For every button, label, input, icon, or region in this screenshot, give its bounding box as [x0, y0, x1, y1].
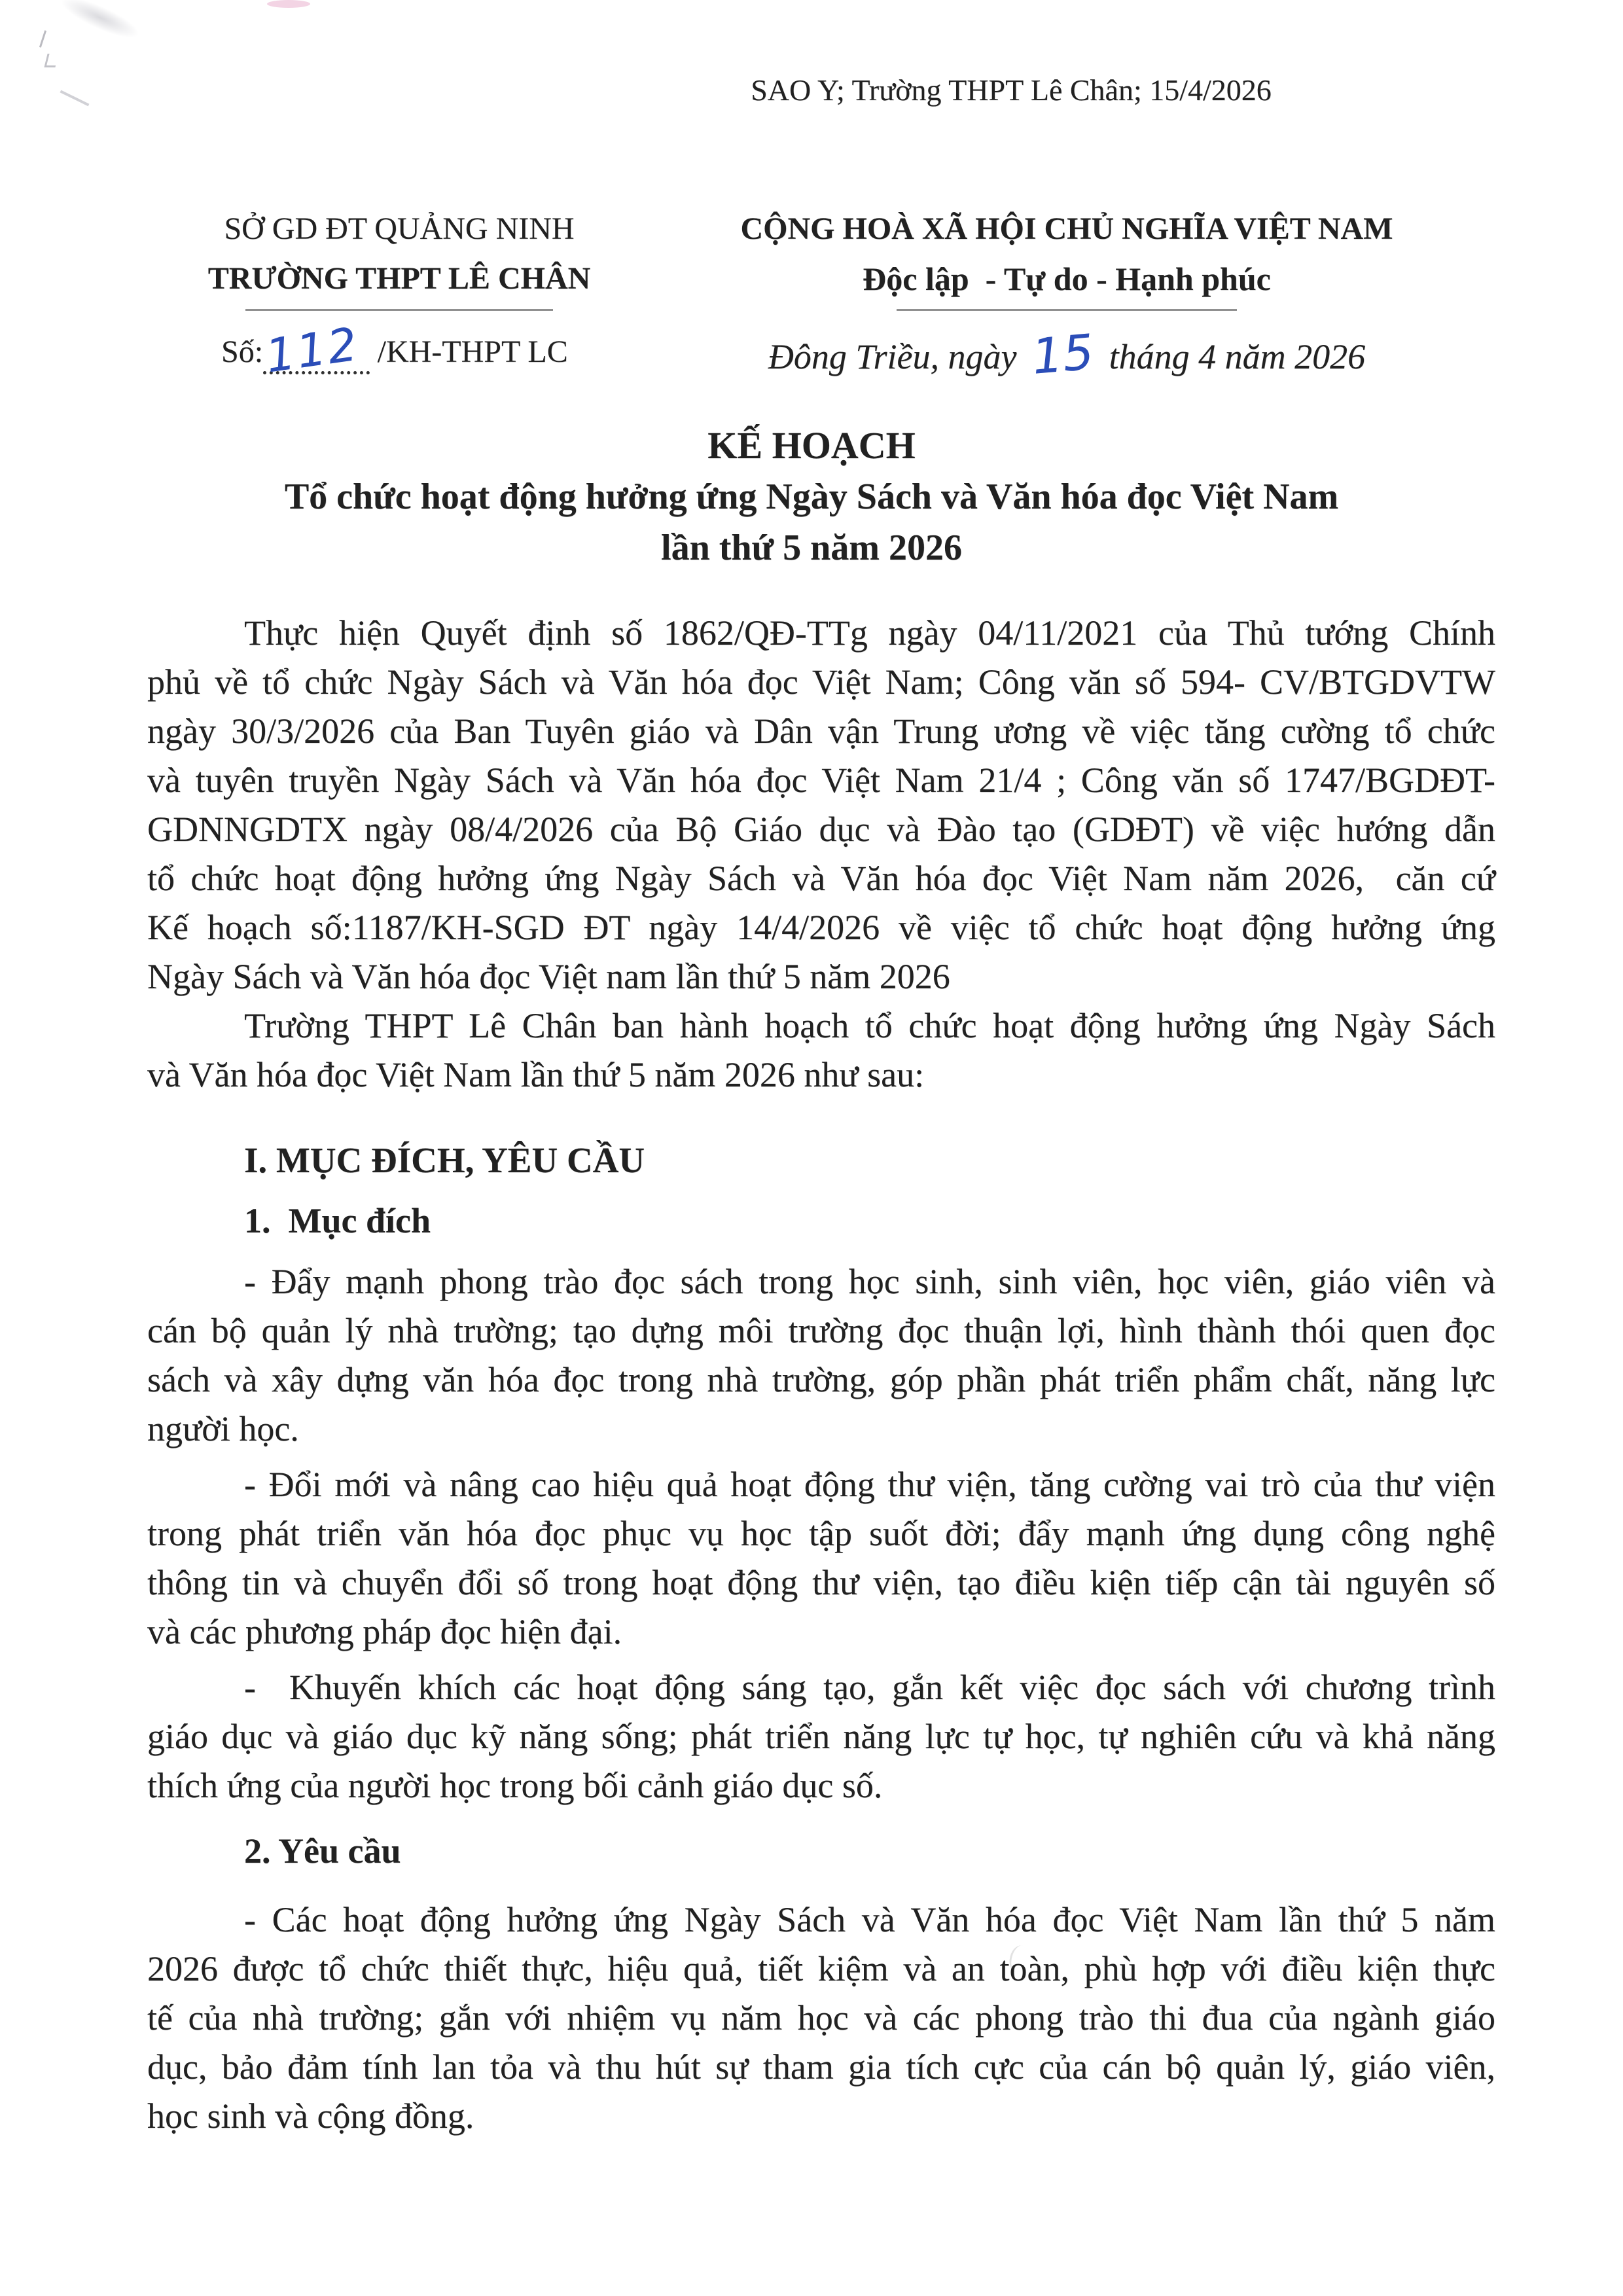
text-line: thông tin và chuyển đổi số trong hoạt động thư viện, tạo điều kiện tiếp cận tài nguyên số — [147, 1563, 1495, 1602]
national-motto: Độc lập - Tự do - Hạnh phúc — [863, 260, 1271, 297]
national-header-block — [713, 204, 1420, 311]
text-line: Trường THPT Lê Chân ban hành hoạch tổ chức hoạt động hưởng ứng Ngày Sách — [244, 1006, 1495, 1045]
text-line: - Các hoạt động hưởng ứng Ngày Sách và Văn hóa đọc Việt Nam lần thứ 5 năm — [244, 1900, 1495, 1939]
document-number — [221, 317, 568, 384]
issuing-org-block — [137, 204, 661, 311]
text-line: giáo dục và giáo dục kỹ năng sống; phát triển năng lực tự học, tự nghiên cứu và khả năng — [147, 1717, 1495, 1756]
date-prefix: Đông Triều, ngày — [768, 337, 1026, 376]
doc-number-suffix: /KH-THPT LC — [369, 334, 568, 369]
text-line: và các phương pháp đọc hiện đại. — [147, 1612, 622, 1651]
text-line: sách và xây dựng văn hóa đọc trong nhà trường, góp phần phát triển phẩm chất, năng lực — [147, 1360, 1495, 1399]
date-suffix: tháng 4 năm 2026 — [1100, 337, 1366, 376]
text-line: cán bộ quản lý nhà trường; tạo dựng môi trường đọc thuận lợi, hình thành thói quen đọc — [147, 1311, 1495, 1350]
text-line: - Đẩy mạnh phong trào đọc sách trong học sinh, sinh viên, học viên, giáo viên và — [244, 1262, 1495, 1301]
paragraph-purpose-1 — [147, 1257, 1495, 1454]
doc-number-handwritten: 112 — [262, 317, 363, 384]
doc-number-prefix: Số: — [221, 334, 264, 369]
scan-artifact — [44, 54, 58, 67]
text-line: ngày 30/3/2026 của Ban Tuyên giáo và Dân vận Trung ương về việc tăng cường tổ chức — [147, 711, 1495, 751]
text-line: tổ chức hoạt động hưởng ứng Ngày Sách và Văn hóa đọc Việt Nam năm 2026, căn cứ — [147, 859, 1495, 898]
title-subject: Tổ chức hoạt động hưởng ứng Ngày Sách và Văn hóa đọc Việt Nam — [284, 476, 1339, 517]
paragraph-legal-basis — [147, 609, 1495, 1001]
national-title: CỘNG HOÀ XÃ HỘI CHỦ NGHĨA VIỆT NAM — [740, 211, 1393, 246]
text-line: - Đổi mới và nâng cao hiệu quả hoạt động thư viện, tăng cường vai trò của thư viện — [244, 1465, 1495, 1504]
text-line: và Văn hóa đọc Việt Nam lần thứ 5 năm 2026 như sau: — [147, 1055, 925, 1094]
header-rule-left — [245, 309, 553, 311]
text-line: GDNNGDTX ngày 08/4/2026 của Bộ Giáo dục và Đào tạo (GDĐT) về việc hướng dẫn — [147, 810, 1495, 849]
subsection-heading-requirement: 2. Yêu cầu — [244, 1831, 401, 1871]
text-line: người học. — [147, 1409, 299, 1448]
text-line: dục, bảo đảm tính lan tỏa và thu hút sự tham gia tích cực của cán bộ quản lý, giáo viên, — [147, 2047, 1495, 2087]
text-line: tế của nhà trường; gắn với nhiệm vụ năm học và các phong trào thi đua của ngành giáo — [147, 1998, 1495, 2037]
school-name: TRƯỜNG THPT LÊ CHÂN — [207, 261, 591, 296]
title-kind: KẾ HOẠCH — [707, 424, 916, 467]
scan-smudge — [57, 0, 144, 45]
title-edition: lần thứ 5 năm 2026 — [661, 528, 962, 568]
text-line: phủ về tổ chức Ngày Sách và Văn hóa đọc Việt Nam; Công văn số 594- CV/BTGDVTW — [147, 662, 1495, 702]
place-date-line — [713, 324, 1420, 386]
text-line: - Khuyến khích các hoạt động sáng tạo, gắn kết việc đọc sách với chương trình — [244, 1668, 1495, 1707]
paragraph-purpose-3 — [147, 1663, 1495, 1810]
scan-smudge-pink — [267, 0, 310, 8]
document-body — [147, 609, 1495, 2141]
scan-artifact — [39, 30, 46, 48]
text-line: 2026 được tổ chức thiết thực, hiệu quả, tiết kiệm và an toàn, phù hợp với điều kiện thực — [147, 1949, 1495, 1988]
text-line: Thực hiện Quyết định số 1862/QĐ-TTg ngày 04/11/2021 của Thủ tướng Chính — [244, 613, 1495, 653]
header-rule-right — [897, 309, 1237, 311]
date-day-handwritten: 15 — [1029, 324, 1096, 386]
copy-certification-line: SAO Y; Trường THPT Lê Chân; 15/4/2026 — [751, 73, 1272, 107]
section-heading-1: I. MỤC ĐÍCH, YÊU CẦU — [244, 1140, 645, 1180]
text-line: trong phát triển văn hóa đọc phục vụ học tập suốt đời; đẩy mạnh ứng dụng công nghệ — [147, 1514, 1495, 1553]
paragraph-purpose-2 — [147, 1460, 1495, 1657]
document-title — [0, 420, 1623, 573]
paragraph-issuance — [147, 1001, 1495, 1100]
doc-number-dotted-line — [262, 317, 370, 384]
text-line: Kế hoạch số:1187/KH-SGD ĐT ngày 14/4/2026 về việc tổ chức hoạt động hưởng ứng — [147, 908, 1495, 947]
text-line: thích ứng của người học trong bối cảnh giáo dục số. — [147, 1766, 883, 1805]
scan-artifact — [60, 90, 90, 107]
paragraph-requirement-1 — [147, 1895, 1495, 2141]
subsection-heading-purpose: 1. Mục đích — [244, 1201, 431, 1240]
text-line: và tuyên truyền Ngày Sách và Văn hóa đọc Việt Nam 21/4 ; Công văn số 1747/BGDĐT- — [147, 761, 1495, 800]
department-name: SỞ GD ĐT QUẢNG NINH — [224, 211, 575, 246]
text-line: học sinh và cộng đồng. — [147, 2096, 474, 2136]
text-line: Ngày Sách và Văn hóa đọc Việt nam lần thứ 5 năm 2026 — [147, 957, 950, 996]
